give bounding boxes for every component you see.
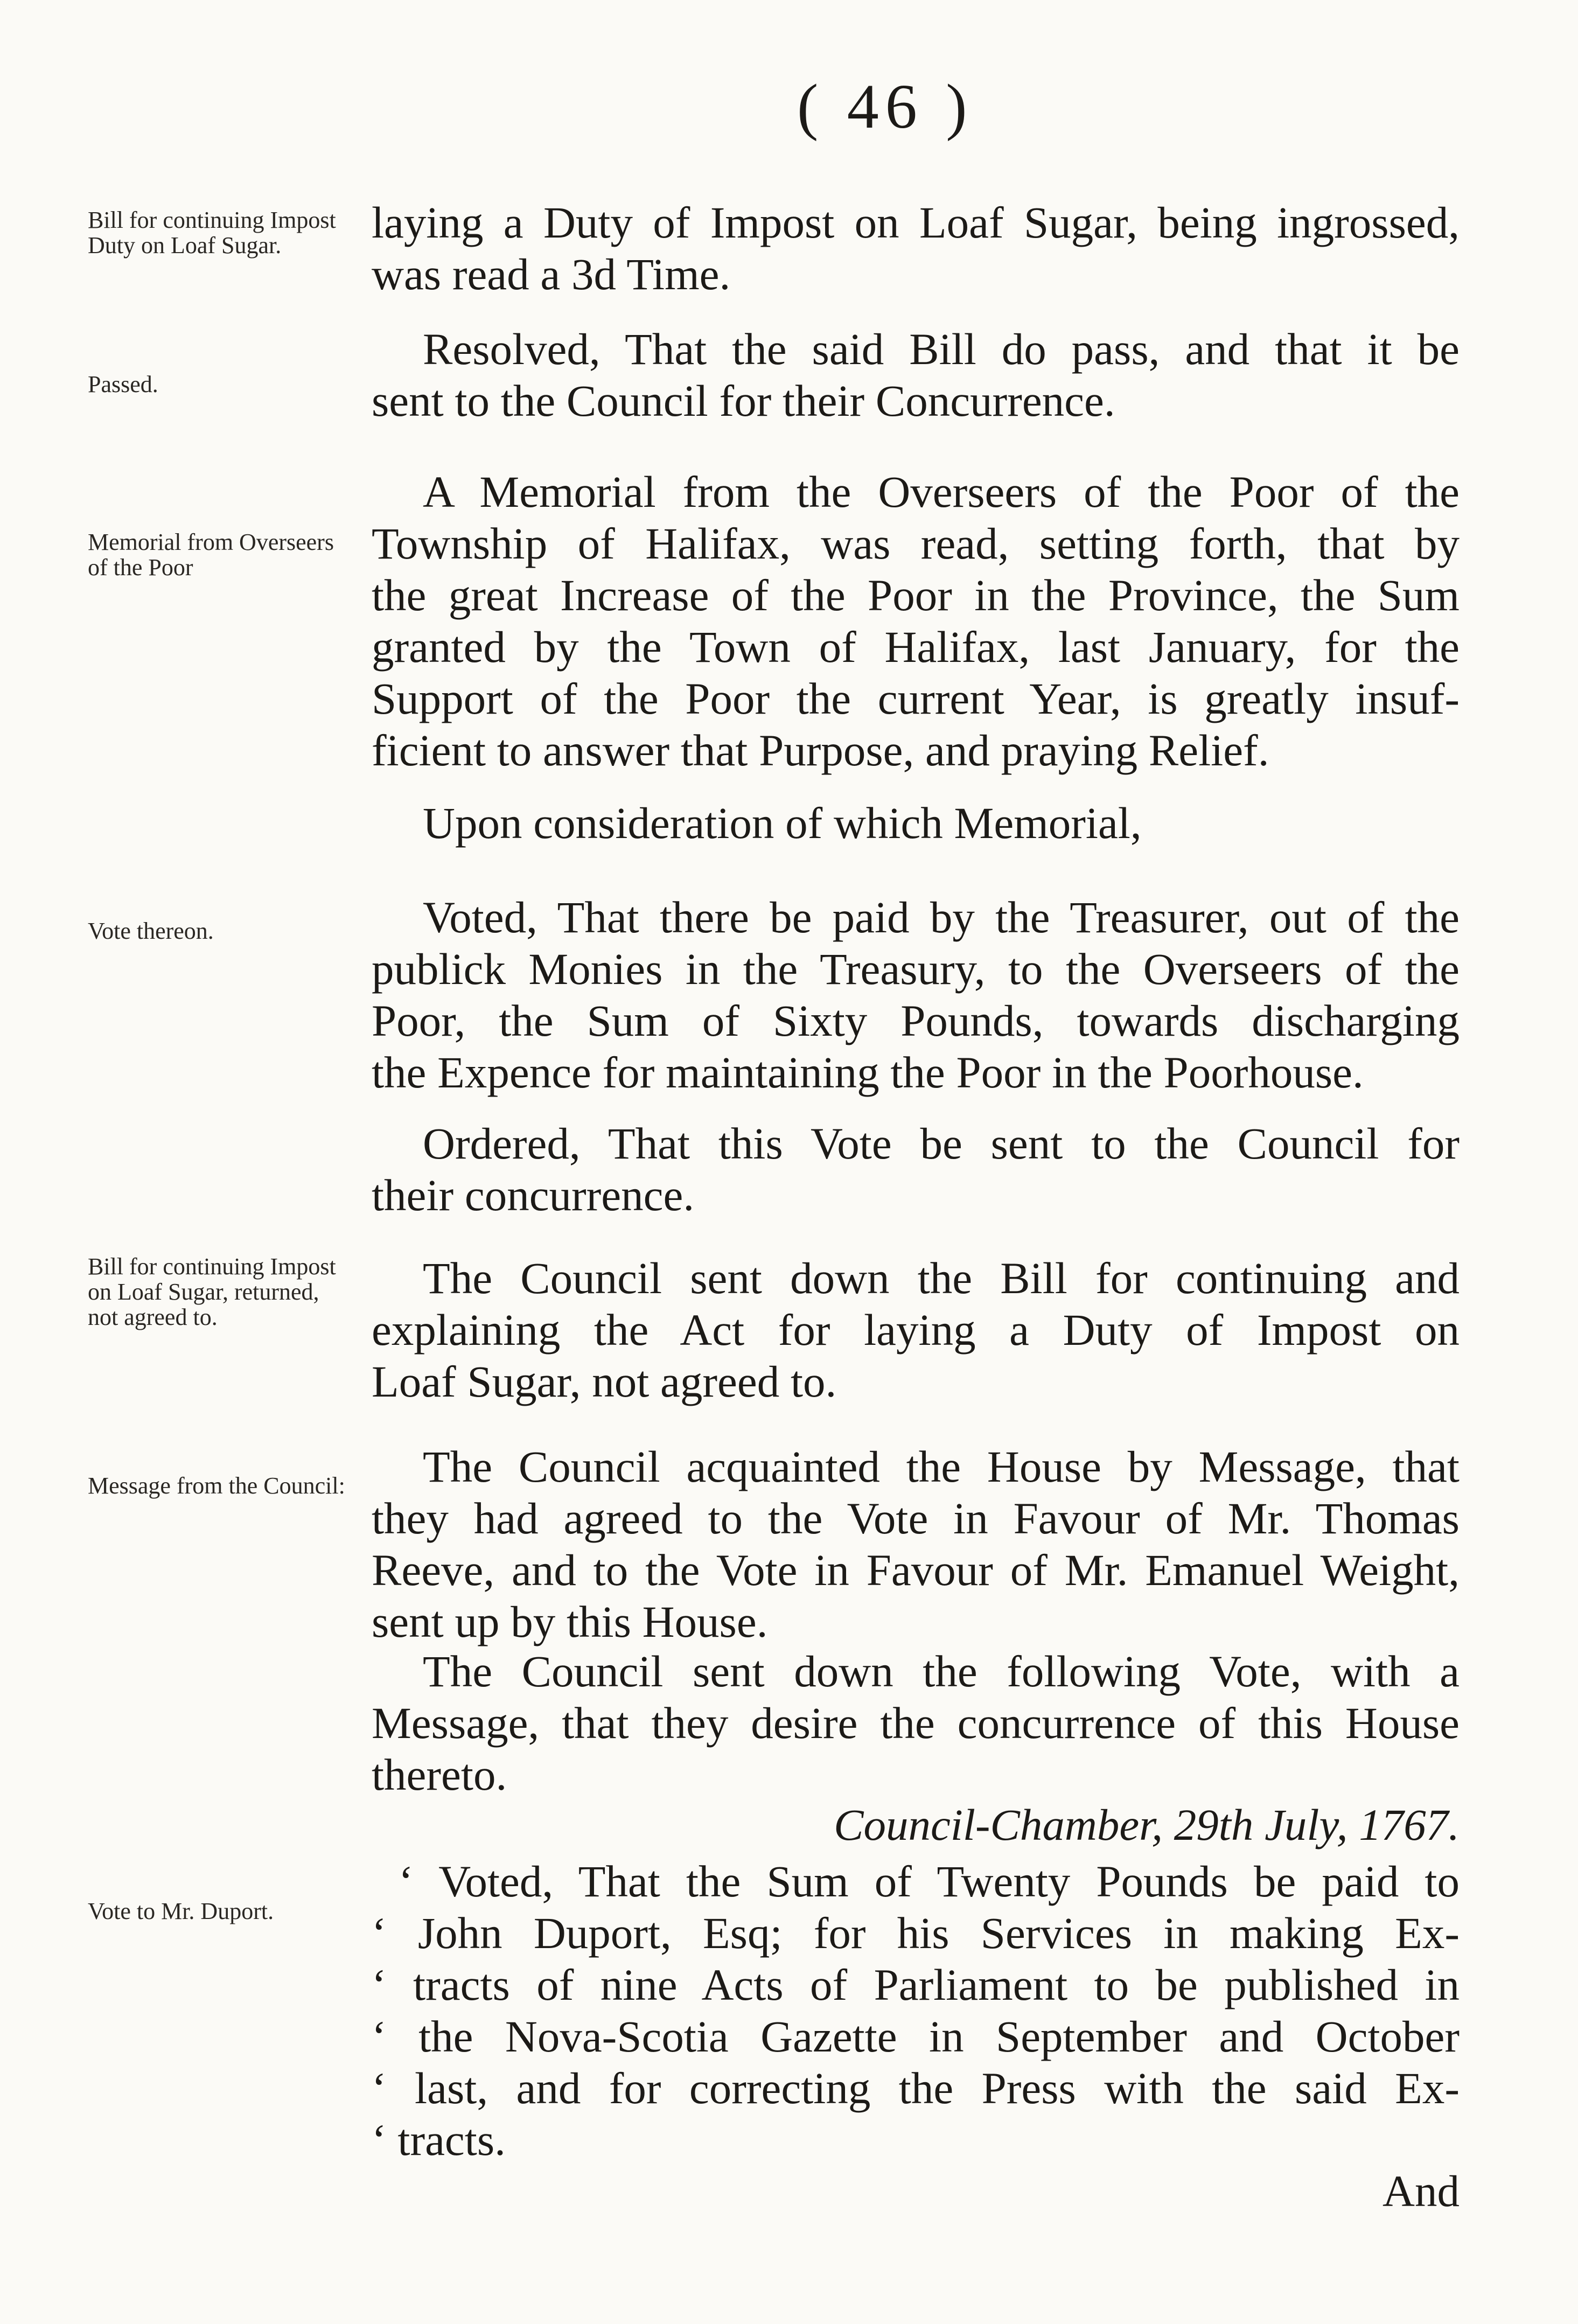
text-line: ‘ tracts of nine Acts of Parliament to be published in <box>372 1960 1460 2009</box>
text-line: The Council acquainted the House by Message, that <box>423 1442 1460 1491</box>
margin-note-memorial: Memorial from Overseers of the Poor <box>88 529 334 581</box>
text-line: Message, that they desire the concurrence of this House <box>372 1698 1460 1748</box>
margin-note-bill-continuing: Bill for continuing Impost Duty on Loaf Sugar. <box>88 207 336 259</box>
text-line: their concurrence. <box>372 1170 695 1220</box>
text-line: sent up by this House. <box>372 1597 768 1646</box>
paragraph-voted-sixty-pounds <box>372 891 1460 1098</box>
text-line: publick Monies in the Treasury, to the Overseers of the <box>372 944 1460 994</box>
text-line: ‘ last, and for correcting the Press with the said Ex- <box>372 2063 1460 2113</box>
text-line: sent to the Council for their Concurrence. <box>372 376 1115 425</box>
text-line: laying a Duty of Impost on Loaf Sugar, being ingrossed, <box>372 198 1460 247</box>
text-line: Resolved, That the said Bill do pass, and that it be <box>423 324 1460 374</box>
text-line: thereto. <box>372 1750 507 1799</box>
text-line: ‘ Voted, That the Sum of Twenty Pounds be paid to <box>399 1857 1460 1906</box>
paragraph-following-vote <box>372 1645 1460 1800</box>
paragraph-bill-read <box>372 197 1460 300</box>
text-line: granted by the Town of Halifax, last January, for the <box>372 622 1460 672</box>
text-line: Poor, the Sum of Sixty Pounds, towards discharging <box>372 996 1460 1045</box>
margin-note-message-council: Message from the Council: <box>88 1472 345 1499</box>
text-line: A Memorial from the Overseers of the Poor of the <box>423 467 1460 517</box>
text-line: Loaf Sugar, not agreed to. <box>372 1357 837 1406</box>
paragraph-council-message <box>372 1441 1460 1648</box>
paragraph-resolved <box>372 323 1460 427</box>
catchword-text: And <box>1383 2166 1460 2216</box>
text-line: the great Increase of the Poor in the Province, the Sum <box>372 570 1460 620</box>
text-line: Township of Halifax, was read, setting forth, that by <box>372 519 1460 568</box>
text-line: The Council sent down the following Vote, with a <box>423 1646 1460 1696</box>
text-line: was read a 3d Time. <box>372 249 731 299</box>
text-line: ‘ John Duport, Esq; for his Services in making Ex- <box>372 1908 1460 1958</box>
text-line: Upon consideration of which Memorial, <box>423 798 1142 848</box>
paragraph-voted-twenty-pounds <box>372 1855 1460 2166</box>
margin-note-bill-returned: Bill for continuing Impost on Loaf Sugar, returned, not agreed to. <box>88 1253 336 1330</box>
margin-note-vote-duport: Vote to Mr. Duport. <box>88 1898 274 1924</box>
margin-note-passed: Passed. <box>88 371 158 397</box>
text-line: ‘ the Nova-Scotia Gazette in September and October <box>372 2012 1460 2061</box>
paragraph-ordered <box>372 1118 1460 1221</box>
page-number: ( 46 ) <box>797 71 974 142</box>
text-line: the Expence for maintaining the Poor in the Poorhouse. <box>372 1048 1364 1097</box>
text-line: Ordered, That this Vote be sent to the Council for <box>423 1119 1460 1168</box>
text-line: explaining the Act for laying a Duty of Impost on <box>372 1305 1460 1355</box>
catchword <box>372 2165 1460 2217</box>
paragraph-upon-consideration <box>372 797 1460 849</box>
text-line: ‘ tracts. <box>372 2115 506 2165</box>
text-line: Support of the Poor the current Year, is greatly insuf- <box>372 674 1460 723</box>
paragraph-council-bill-not-agreed <box>372 1252 1460 1407</box>
margin-note-vote-thereon: Vote thereon. <box>88 918 214 944</box>
dateline-council-chamber <box>372 1799 1460 1851</box>
text-line: Reeve, and to the Vote in Favour of Mr. Emanuel Weight, <box>372 1545 1460 1595</box>
text-line: ficient to answer that Purpose, and praying Relief. <box>372 725 1269 775</box>
text-line: The Council sent down the Bill for continuing and <box>423 1253 1460 1303</box>
text-line: Voted, That there be paid by the Treasurer, out of the <box>423 892 1460 942</box>
text-line: they had agreed to the Vote in Favour of Mr. Thomas <box>372 1493 1460 1543</box>
text-line: Council-Chamber, 29th July, 1767. <box>834 1800 1460 1850</box>
paragraph-memorial <box>372 466 1460 776</box>
